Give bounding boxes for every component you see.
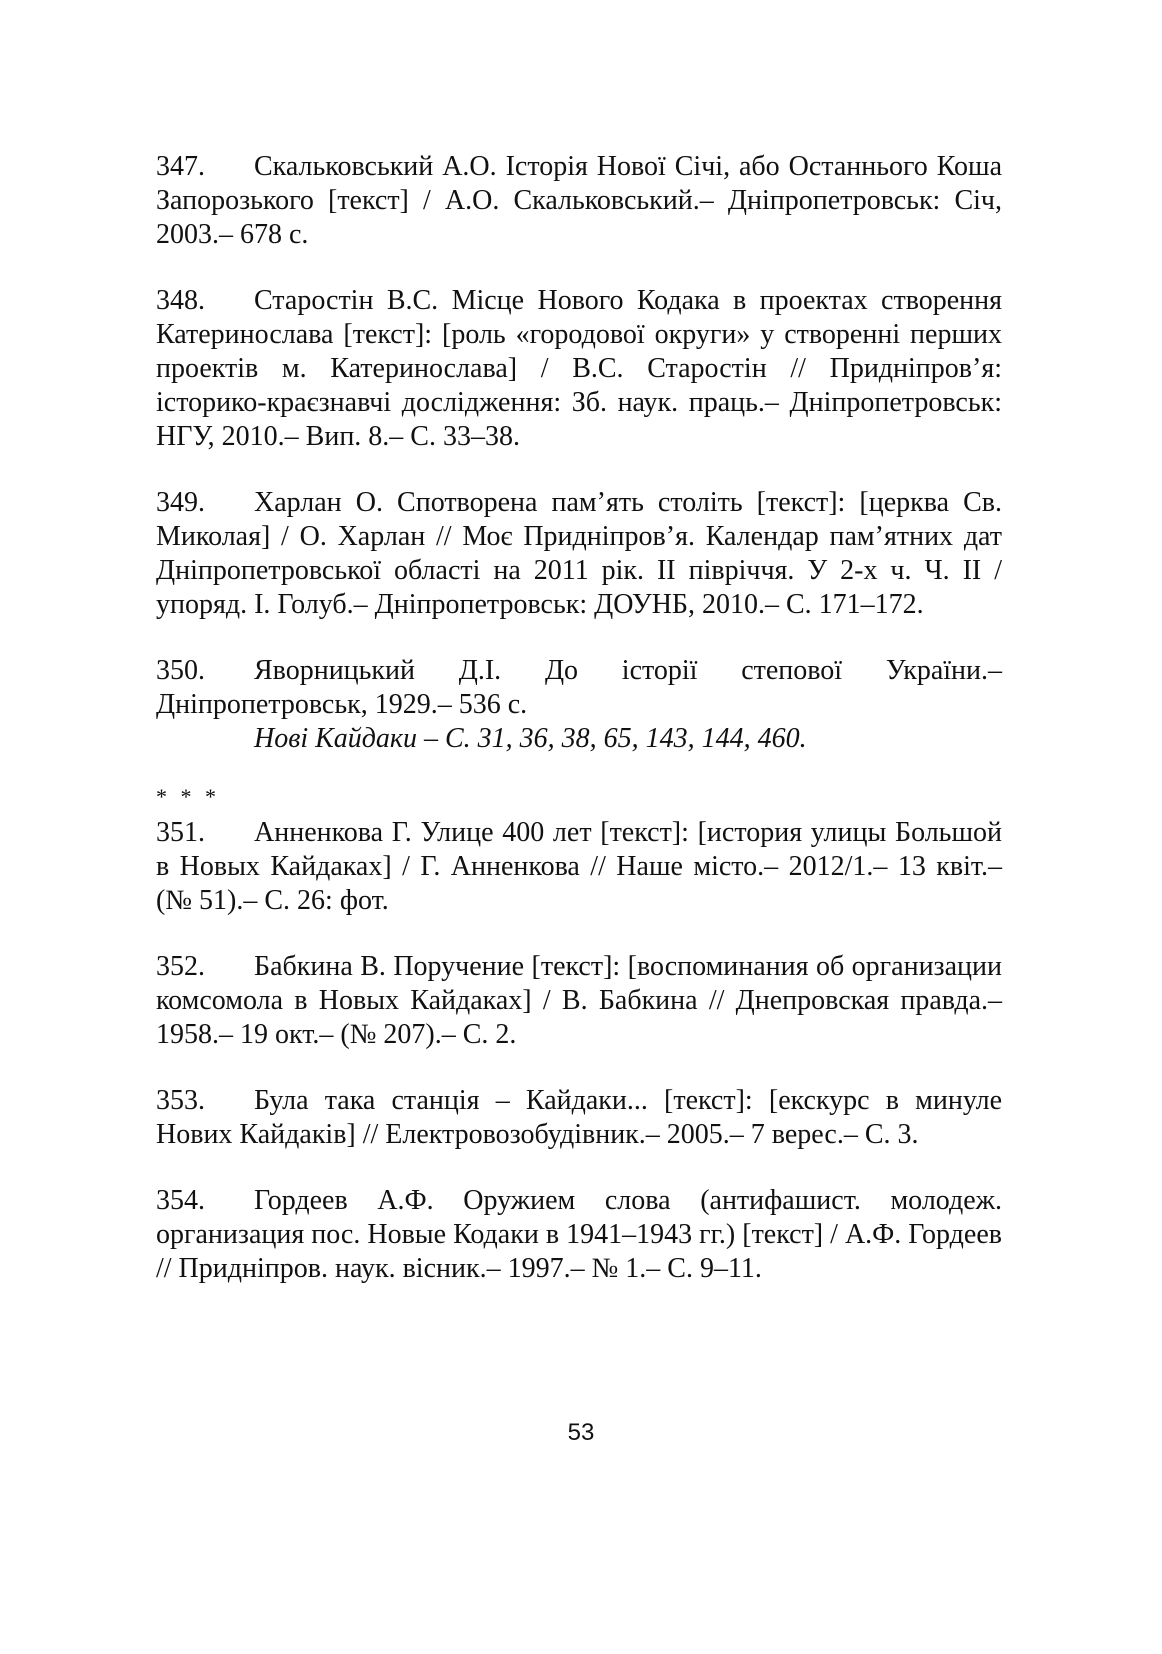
entry-text: Анненкова Г. Улице 400 лет [текст]: [история улицы Большой в Новых Кайдаках] / Г. Анненкова // Наше місто.– 2012/1.– 13 квіт.– (№ 51).– С. 26: фот. — [156, 817, 1002, 916]
entry-text: Гордеев А.Ф. Оружием слова (антифашист. молодеж. организация пос. Новые Кодаки в 1941–1943 гг.) [текст] / А.Ф. Гордеев // Придніпров. наук. вісник.– 1997.– № 1.– С. 9–11. — [156, 1185, 1002, 1284]
section-separator: * * * — [156, 784, 220, 809]
bibliography-list — [156, 150, 1002, 1318]
entry-number: 349. — [156, 487, 205, 518]
entry-number: 352. — [156, 951, 205, 982]
bibliography-entry-350 — [156, 654, 1002, 756]
entry-number: 351. — [156, 817, 205, 848]
entry-text: Скальковський А.О. Історія Нової Січі, або Останнього Коша Запорозького [текст] / А.О. Скальковський.– Дніпропетровськ: Січ, 2003.– 678 с. — [156, 151, 1002, 250]
entry-text: Яворницький Д.І. До історії степової України.– Дніпропетровськ, 1929.– 536 с. — [156, 655, 1002, 720]
bibliography-entry-351 — [156, 816, 1002, 918]
entry-body — [156, 654, 1002, 722]
entry-text: Харлан О. Спотворена пам’ять століть [текст]: [церква Св. Миколая] / О. Харлан // Моє Придніпров’я. Календар пам’ятних дат Дніпропетровської області на 2011 рік. ІІ півріччя. У 2-х ч. Ч. ІІ / упоряд. І. Голуб.– Дніпропетровськ: ДОУНБ, 2010.– С. 171–172. — [156, 487, 1002, 620]
entry-note: Нові Кайдаки – С. 31, 36, 38, 65, 143, 144, 460. — [254, 723, 807, 754]
bibliography-entry-347 — [156, 150, 1002, 252]
entry-text: Була така станція – Кайдаки... [текст]: [екскурс в минуле Нових Кайдаків] // Електровозобудівник.– 2005.– 7 верес.– С. 3. — [156, 1085, 1002, 1150]
entry-number: 347. — [156, 151, 205, 182]
entry-text: Старостін В.С. Місце Нового Кодака в проектах створення Катеринослава [текст]: [роль «городової округи» у створенні перших проектів м. Катеринослава] / В.С. Старостін // Придніпров’я: історико-краєзнавчі дослідження: Зб. наук. праць.– Дніпропетровськ: НГУ, 2010.– Вип. 8.– С. 33–38. — [156, 285, 1002, 452]
page-number: 53 — [567, 1419, 595, 1446]
bibliography-entry-348 — [156, 284, 1002, 454]
bibliography-entry-353 — [156, 1084, 1002, 1152]
entry-number: 354. — [156, 1185, 205, 1216]
entry-number: 348. — [156, 285, 205, 316]
bibliography-entry-349 — [156, 486, 1002, 622]
entry-number: 353. — [156, 1085, 205, 1116]
entry-text: Бабкина В. Поручение [текст]: [воспоминания об организации комсомола в Новых Кайдаках] / В. Бабкина // Днепровская правда.– 1958.– 19 окт.– (№ 207).– С. 2. — [156, 951, 1002, 1050]
bibliography-entry-354 — [156, 1184, 1002, 1286]
bibliography-entry-352 — [156, 950, 1002, 1052]
entry-number: 350. — [156, 655, 205, 686]
